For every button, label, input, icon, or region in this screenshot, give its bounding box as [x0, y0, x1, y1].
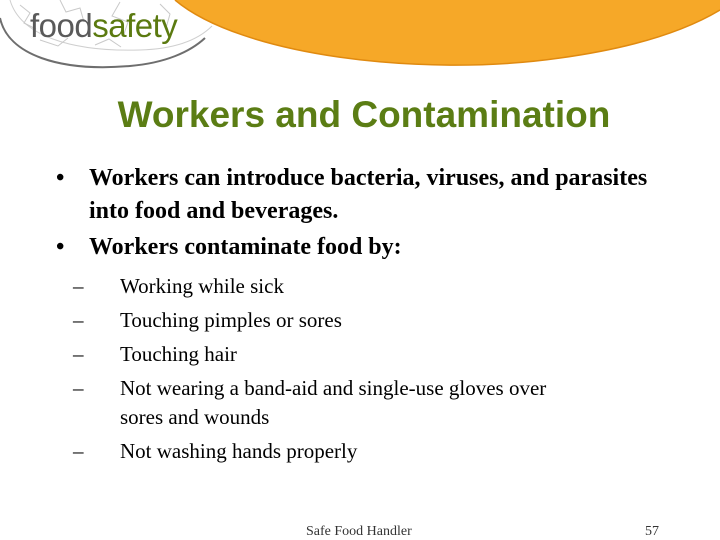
- sub-bullet-marker: –: [73, 308, 84, 332]
- sub-bullet-item: [73, 306, 676, 335]
- sub-bullet-marker: –: [73, 439, 84, 463]
- orange-swoosh: [175, 0, 720, 65]
- food-safety-logo: [30, 6, 177, 46]
- sub-bullet-text: Not washing hands properly: [120, 439, 358, 463]
- sub-bullet-text: Touching hair: [120, 342, 237, 366]
- sub-bullet-text: Working while sick: [120, 274, 284, 298]
- logo-word-safety: safety: [92, 7, 178, 44]
- sub-bullet-text: Not wearing a band-aid and single-use gloves over sores and wounds: [120, 376, 547, 429]
- slide-body: [56, 162, 676, 466]
- footer-title: Safe Food Handler: [306, 524, 412, 539]
- slide-title: Workers and Contamination: [117, 94, 611, 135]
- bullet-text: Workers contaminate food by:: [89, 234, 402, 260]
- bullet-marker: •: [56, 234, 65, 260]
- sub-bullet-text: Touching pimples or sores: [120, 308, 342, 332]
- sub-bullet-item: [73, 340, 676, 369]
- sub-bullet-list: [56, 272, 676, 466]
- bullet-marker: •: [56, 165, 65, 191]
- bullet-item: [56, 162, 676, 228]
- sub-bullet-marker: –: [73, 274, 84, 298]
- bullet-item: [56, 231, 676, 264]
- sub-bullet-item: [73, 272, 676, 301]
- bullet-text: Workers can introduce bacteria, viruses, and parasites into food and beverages.: [89, 165, 648, 224]
- sub-bullet-marker: –: [73, 376, 84, 400]
- sub-bullet-marker: –: [73, 342, 84, 366]
- logo-word-food: food: [30, 7, 93, 44]
- sub-bullet-item: [73, 374, 590, 432]
- page-number: 57: [645, 524, 659, 539]
- sub-bullet-item: [73, 437, 676, 466]
